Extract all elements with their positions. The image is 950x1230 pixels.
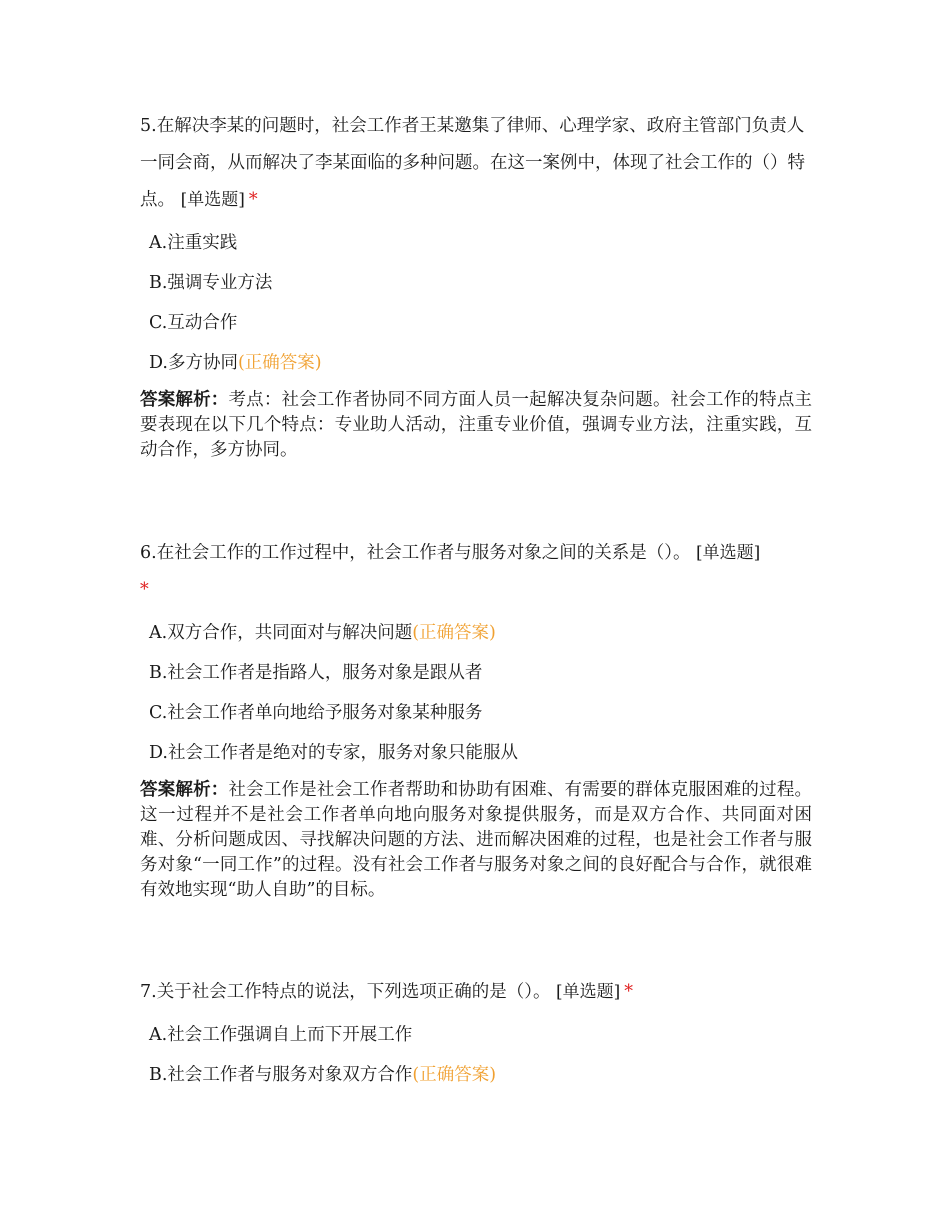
answer-analysis [140, 778, 812, 903]
question-title [140, 535, 812, 609]
option-a[interactable] [140, 613, 812, 653]
option-label: A.注重实践 [149, 233, 238, 253]
question-title [140, 108, 812, 219]
question-5 [140, 108, 812, 463]
question-spacer [140, 463, 812, 535]
option-label: B.强调专业方法 [149, 273, 273, 293]
option-b[interactable] [140, 653, 812, 693]
analysis-text: 社会工作是社会工作者帮助和协助有困难、有需要的群体克服困难的过程。这一过程并不是社会工作者单向地向服务对象提供服务，而是双方合作、共同面对困难、分析问题成因、寻找解决问题的方法、进而解决困难的过程，也是社会工作者与服务对象“一同工作”的过程。没有社会工作者与服务对象之间的良好配合与合作，就很难有效地实现“助人自助”的目标。 [140, 780, 813, 900]
question-text: 关于社会工作特点的说法，下列选项正确的是（）。 [156, 982, 551, 1002]
option-label: B.社会工作者与服务对象双方合作 [149, 1065, 413, 1085]
question-text: 在社会工作的工作过程中，社会工作者与服务对象之间的关系是（）。 [156, 543, 691, 563]
option-b[interactable] [140, 263, 812, 303]
option-label: C.互动合作 [149, 313, 238, 333]
required-mark: * [248, 190, 258, 210]
options-list [140, 223, 812, 383]
option-a[interactable] [140, 223, 812, 263]
option-label: D.社会工作者是绝对的专家，服务对象只能服从 [149, 743, 518, 763]
option-label: C.社会工作者单向地给予服务对象某种服务 [149, 703, 483, 723]
correct-answer-tag: (正确答案) [237, 353, 322, 373]
required-mark: * [140, 580, 149, 600]
option-c[interactable] [140, 693, 812, 733]
option-label: B.社会工作者是指路人，服务对象是跟从者 [149, 663, 483, 683]
options-list [140, 613, 812, 773]
options-list [140, 1015, 812, 1095]
analysis-label: 答案解析： [140, 390, 229, 410]
quiz-document [140, 108, 812, 1095]
option-label: A.双方合作，共同面对与解决问题 [149, 623, 413, 643]
question-text: 在解决李某的问题时，社会工作者王某邀集了律师、心理学家、政府主管部门负责人一同会商，从而解决了李某面临的多种问题。在这一案例中，体现了社会工作的（）特点。 [140, 116, 805, 210]
question-6 [140, 535, 812, 903]
question-type-tag: [单选题] [696, 543, 761, 563]
question-type-tag: [单选题] [556, 982, 621, 1002]
answer-analysis [140, 388, 812, 463]
question-number: 6. [140, 543, 157, 563]
analysis-label: 答案解析： [140, 780, 229, 800]
option-a[interactable] [140, 1015, 812, 1055]
option-b[interactable] [140, 1055, 812, 1095]
correct-answer-tag: (正确答案) [412, 1065, 497, 1085]
option-c[interactable] [140, 303, 812, 343]
question-number: 5. [140, 116, 157, 136]
question-title [140, 974, 812, 1011]
question-type-tag: [单选题] [180, 190, 245, 210]
question-number: 7. [140, 982, 157, 1002]
question-7 [140, 974, 812, 1095]
correct-answer-tag: (正确答案) [412, 623, 496, 643]
option-d[interactable] [140, 733, 812, 773]
required-mark: * [624, 982, 634, 1002]
analysis-text: 考点：社会工作者协同不同方面人员一起解决复杂问题。社会工作的特点主要表现在以下几个特点：专业助人活动，注重专业价值，强调专业方法，注重实践，互动合作，多方协同。 [140, 390, 813, 460]
option-label: A.社会工作强调自上而下开展工作 [149, 1025, 413, 1045]
option-d[interactable] [140, 343, 812, 383]
option-label: D.多方协同 [149, 353, 238, 373]
question-spacer [140, 903, 812, 974]
